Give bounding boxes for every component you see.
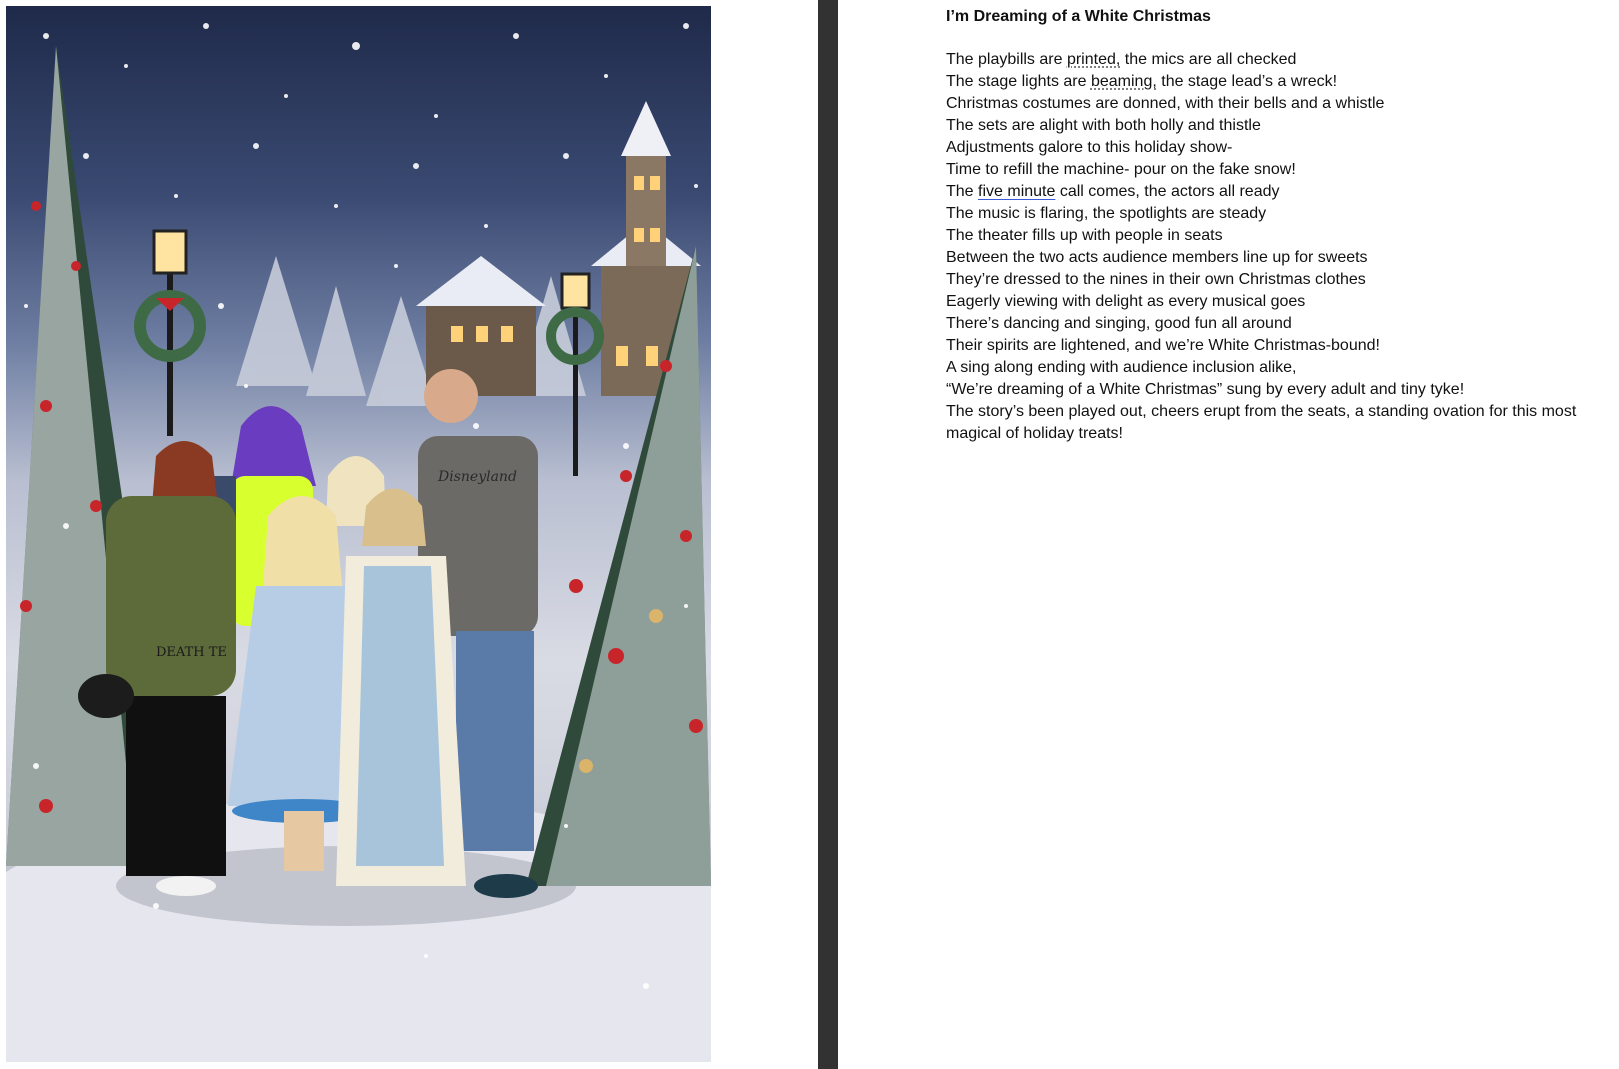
line-text: The playbills are <box>946 51 1067 68</box>
poem-line: A sing along ending with audience inclusion alike, <box>946 359 1297 376</box>
poem-line: Their spirits are lightened, and we’re White Christmas-bound! <box>946 337 1380 354</box>
lamp-post-left <box>140 231 200 436</box>
hoodie-print: DEATH TE <box>156 645 227 660</box>
family-christmas-photo <box>6 6 711 1062</box>
poem-line: Adjustments galore to this holiday show- <box>946 139 1233 156</box>
family-group <box>78 369 538 898</box>
right-page <box>838 0 1619 1069</box>
line-text: The stage lights are <box>946 73 1091 90</box>
poem-line: Time to refill the machine- pour on the fake snow! <box>946 161 1296 178</box>
shirt-print: Disneyland <box>438 469 517 485</box>
poem-line: Christmas costumes are donned, with their bells and a whistle <box>946 95 1385 112</box>
poem-line: Between the two acts audience members line up for sweets <box>946 249 1368 266</box>
poem-line: The sets are alight with both holly and thistle <box>946 117 1261 134</box>
poem-title: I’m Dreaming of a White Christmas <box>946 8 1211 25</box>
line-text: the mics are all checked <box>1120 51 1297 68</box>
poem-document[interactable] <box>946 6 1616 445</box>
poem-line: They’re dressed to the nines in their own Christmas clothes <box>946 271 1366 288</box>
poem-lines <box>946 49 1616 445</box>
spelling-flagged-word[interactable]: printed, <box>1066 51 1121 68</box>
page-divider <box>818 0 838 1069</box>
poem-line <box>946 71 1616 93</box>
line-text: The <box>946 183 979 200</box>
poem-line: “We’re dreaming of a White Christmas” sung by every adult and tiny tyke! <box>946 381 1465 398</box>
line-text: call comes, the actors all ready <box>1055 183 1280 200</box>
poem-line: The story’s been played out, cheers erupt from the seats, a standing ovation for this most magical of holiday treats! <box>946 403 1577 442</box>
poem-line: The music is flaring, the spotlights are steady <box>946 205 1267 222</box>
poem-line <box>946 49 1616 71</box>
line-text: the stage lead’s a wreck! <box>1156 73 1338 90</box>
spelling-flagged-word[interactable]: beaming, <box>1090 73 1157 90</box>
photo-illustration <box>6 6 711 1062</box>
poem-line: There’s dancing and singing, good fun all around <box>946 315 1292 332</box>
poem-line: Eagerly viewing with delight as every musical goes <box>946 293 1306 310</box>
grammar-flagged-word[interactable]: five minute <box>978 183 1056 200</box>
poem-line <box>946 181 1616 203</box>
poem-line: The theater fills up with people in seats <box>946 227 1223 244</box>
